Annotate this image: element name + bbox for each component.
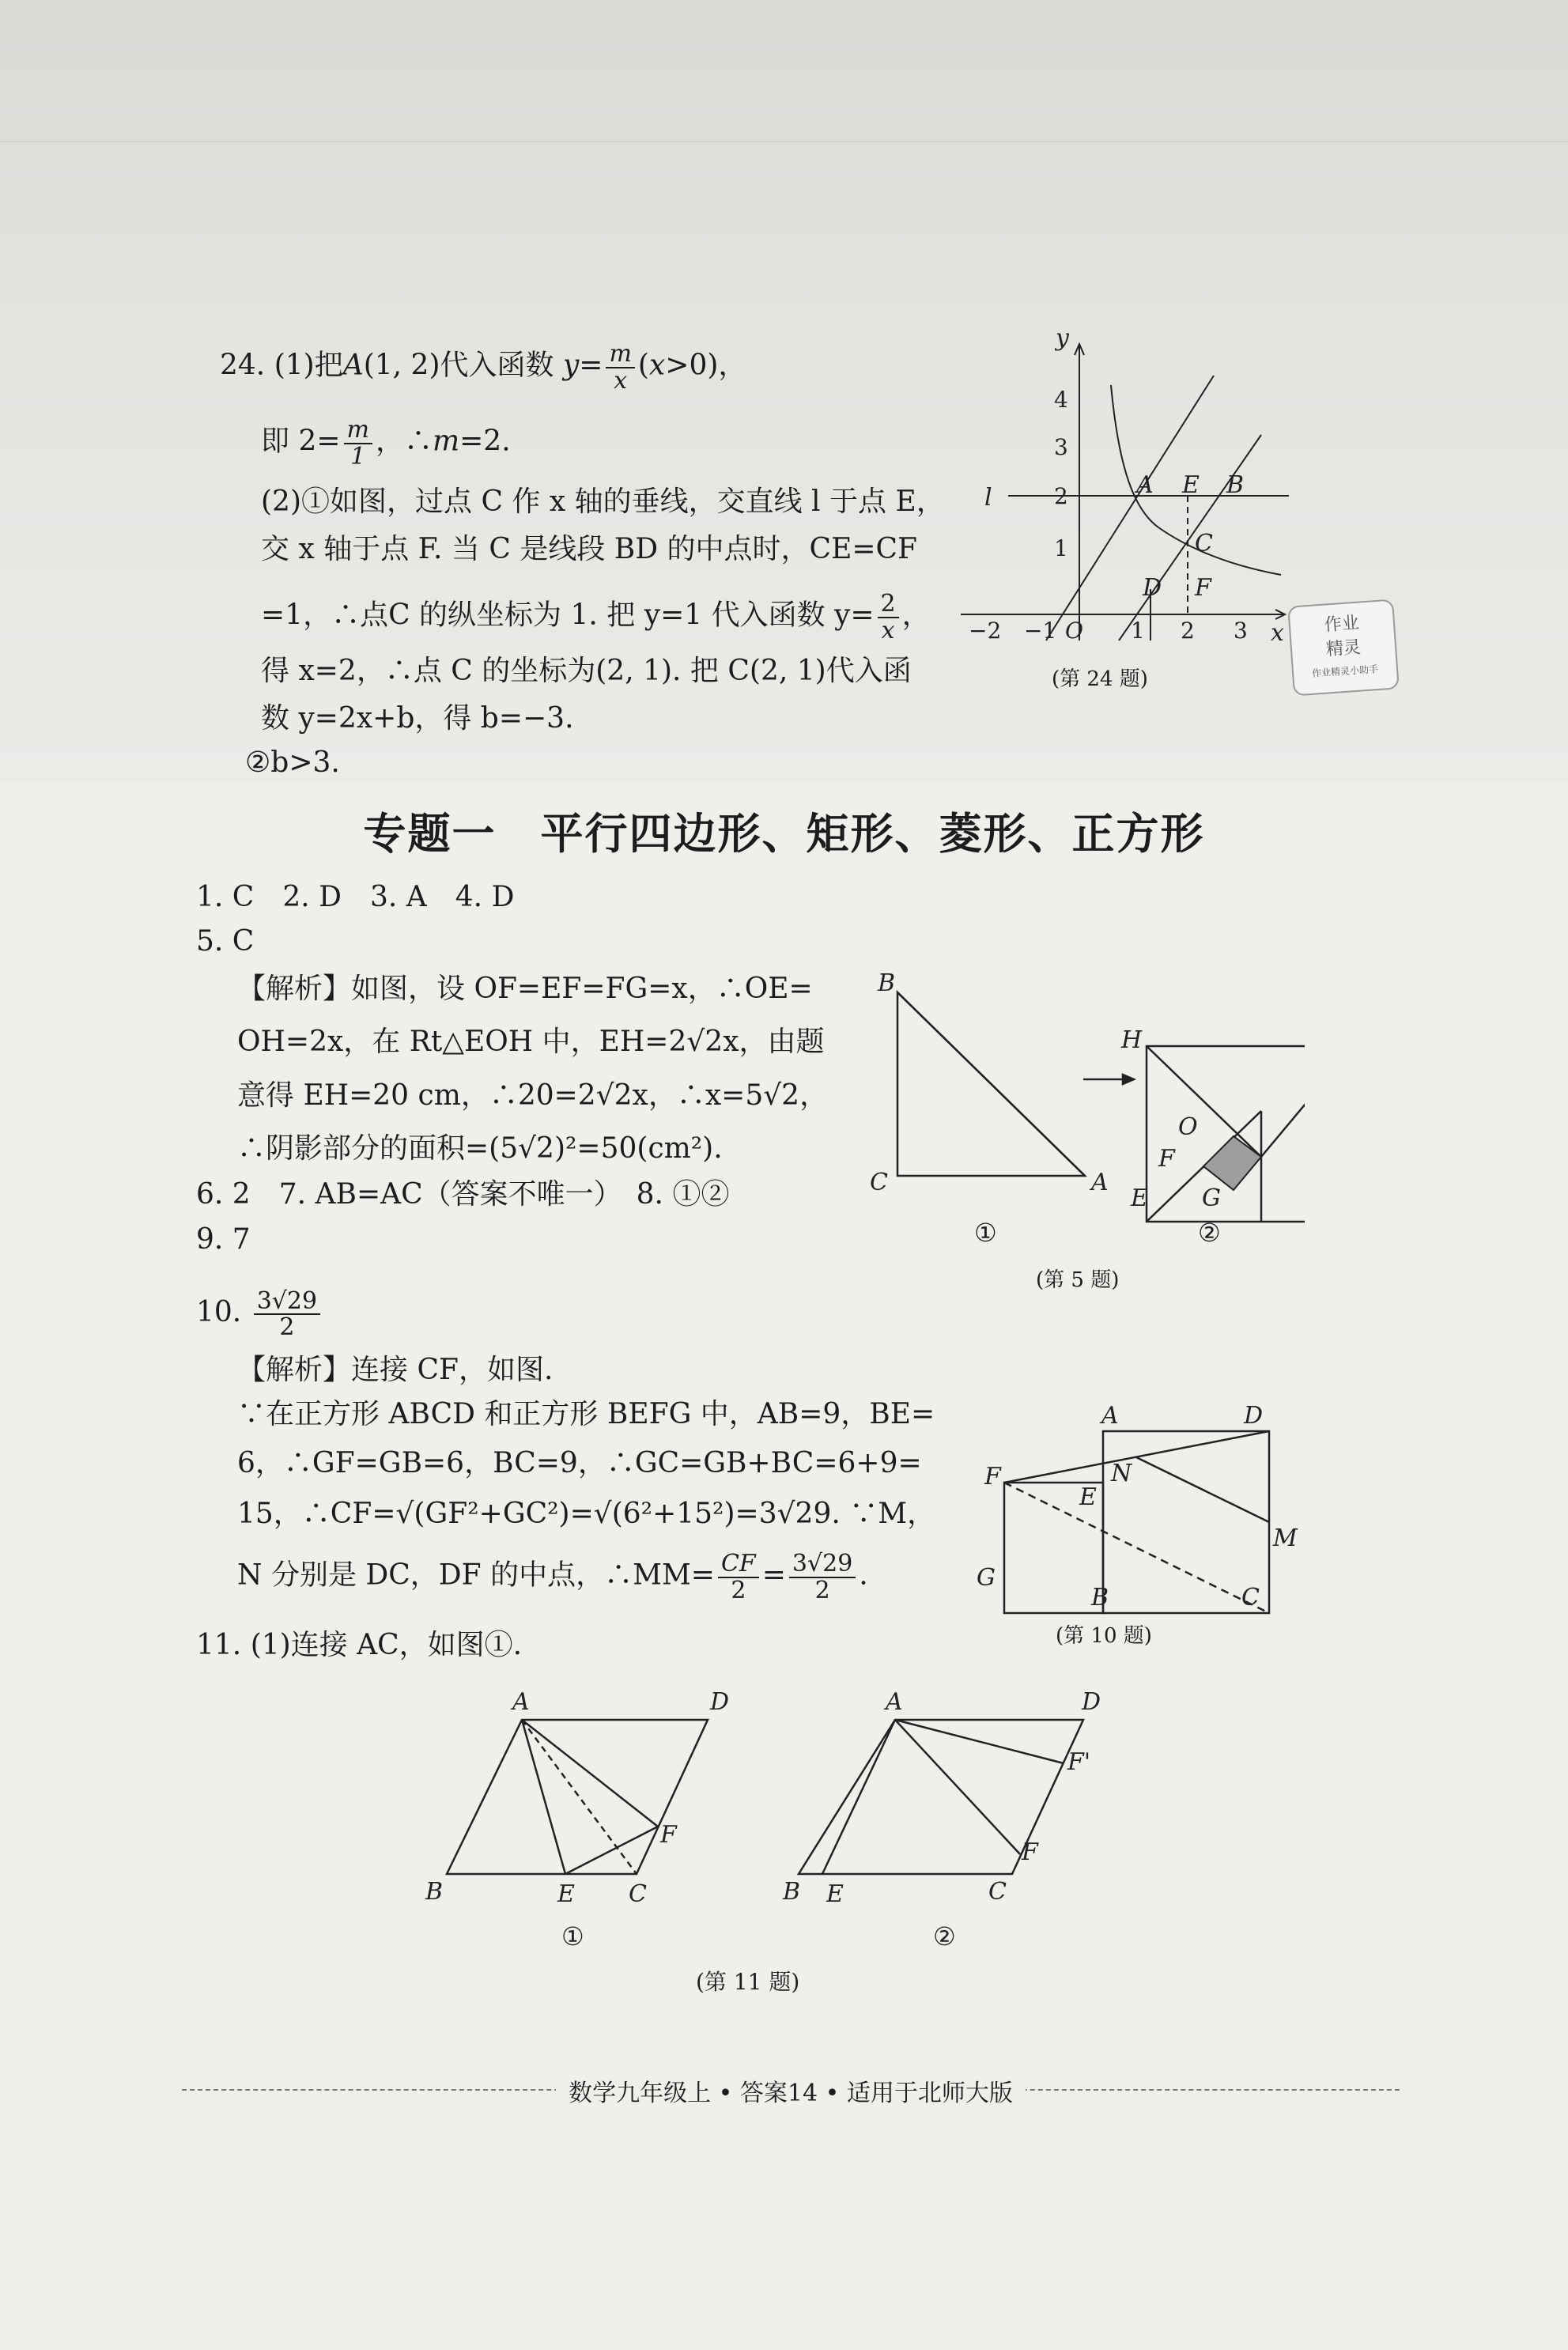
fraction: $\frac{3√29}{2}$ (789, 1551, 856, 1603)
q24-graph (961, 328, 1293, 644)
fig5-sub-2: ② (1198, 1218, 1221, 1248)
q10-analysis-5: N 分别是 DC，DF 的中点，∴MM= $\frac{CF}{2}$ = $\frac{3√29}{2}$ . (237, 1550, 868, 1604)
fig5-caption: (第 5 题) (1036, 1268, 1120, 1292)
figure-10 (969, 1396, 1301, 1617)
arrow-head (1123, 1075, 1134, 1084)
parallelogram-2 (799, 1720, 1083, 1874)
fig11b-label-D: D (1082, 1688, 1101, 1716)
parallelogram-1 (447, 1720, 708, 1874)
tick-y-1: 1 (1054, 535, 1068, 561)
fig11b-label-F: F (1022, 1838, 1038, 1866)
graph-l-label: l (984, 484, 992, 512)
fig10-label-C: C (1241, 1584, 1260, 1611)
section-title: 专题一 平行四边形、矩形、菱形、正方形 (363, 809, 1205, 859)
fig11b-label-Fprime: F' (1067, 1748, 1091, 1776)
graph-y-label: y (1056, 328, 1069, 352)
fig11a-label-A: A (512, 1688, 530, 1716)
segment-NM (1136, 1457, 1269, 1522)
q10-analysis-1: 【解析】连接 CF，如图. (237, 1354, 554, 1386)
fig5-label-B: B (878, 969, 896, 997)
tick-x-neg1: −1 (1024, 618, 1057, 644)
fig10-label-B: B (1091, 1584, 1109, 1611)
tick-x-2: 2 (1181, 618, 1195, 644)
fig5-label-H: H (1121, 1026, 1143, 1054)
graph-point-C: C (1195, 530, 1213, 557)
watermark-stamp: 作业 精灵 作业精灵小助手 (1287, 599, 1400, 696)
fig11a-label-F: F (660, 1821, 677, 1849)
fig10-label-N: N (1111, 1460, 1132, 1487)
q5-analysis-2: OH=2x，在 Rt△EOH 中，EH=2√2x，由题 (237, 1026, 825, 1058)
q24-line-8: ②b>3. (245, 746, 340, 779)
fig5-label-F: F (1158, 1145, 1175, 1173)
graph-point-B: B (1226, 471, 1245, 499)
answer-11: 11. (1)连接 AC，如图①. (196, 1629, 523, 1661)
fig11a-label-D: D (710, 1688, 730, 1716)
fig10-label-A: A (1101, 1402, 1119, 1430)
fig11-sub-2: ② (933, 1921, 956, 1951)
fig11b-label-E: E (826, 1880, 844, 1908)
footer-text: 数学九年级上 • 答案14 • 适用于北师大版 (556, 2080, 1026, 2107)
graph-point-E: E (1182, 471, 1200, 499)
fig11a-label-E: E (557, 1880, 575, 1908)
q24-caption: (第 24 题) (1052, 667, 1148, 691)
q24-line-7: 数 y=2x+b，得 b=−3. (261, 702, 574, 735)
fig10-label-E: E (1079, 1483, 1097, 1511)
fraction: $\frac{m}{1}$ (344, 417, 372, 469)
shaded-square (1203, 1136, 1261, 1190)
fig11b-label-A: A (886, 1688, 903, 1716)
tick-x-1: 1 (1131, 618, 1145, 644)
page-footer (182, 2073, 1400, 2105)
fig11a-label-C: C (629, 1880, 647, 1908)
fig11b-label-C: C (988, 1878, 1007, 1906)
band-divider (0, 141, 1568, 142)
tick-x-3: 3 (1234, 618, 1248, 644)
answer-10: 10. $\frac{3√29}{2}$ (196, 1281, 323, 1344)
fig5-label-E: E (1131, 1184, 1148, 1212)
tick-y-4: 4 (1054, 387, 1068, 413)
tick-origin: O (1065, 618, 1083, 644)
tick-x-neg2: −2 (969, 618, 1002, 644)
fig5-label-A: A (1091, 1169, 1109, 1196)
figure-5 (862, 969, 1305, 1230)
answer-5: 5. C (196, 925, 255, 958)
q10-analysis-3: 6，∴GF=GB=6，BC=9，∴GC=GB+BC=6+9= (237, 1447, 922, 1479)
q24-line-6: 得 x=2，∴点 C 的坐标为(2, 1). 把 C(2, 1)代入函 (261, 655, 912, 687)
fraction: $\frac{3√29}{2}$ (254, 1289, 320, 1340)
line-through-A (1046, 376, 1214, 640)
fig5-label-G: G (1202, 1184, 1221, 1212)
tick-y-3: 3 (1054, 434, 1068, 460)
q24-line-1: 24. (1)把A(1, 2)代入函数 y= $\frac{m}{x}$ (x>0)， (220, 340, 747, 395)
q24-line-2: 即 2= $\frac{m}{1}$ ，∴m=2. (261, 416, 511, 470)
q24-line-3: (2)①如图，过点 C 作 x 轴的垂线，交直线 l 于点 E， (261, 485, 945, 518)
graph-point-F: F (1195, 574, 1211, 602)
answer-9: 9. 7 (196, 1223, 251, 1256)
fraction: $\frac{m}{x}$ (606, 342, 634, 393)
q5-analysis-4: ∴阴影部分的面积=(5√2)²=50(cm²). (237, 1132, 723, 1165)
answers-6-8: 6. 2 7. AB=AC（答案不唯一） 8. ①② (196, 1178, 730, 1211)
fig5-sub-1: ① (974, 1218, 997, 1248)
fig11-caption: (第 11 题) (696, 1969, 800, 1995)
fraction: $\frac{CF}{2}$ (718, 1551, 759, 1603)
fig10-label-F: F (984, 1463, 1001, 1490)
tick-y-2: 2 (1054, 483, 1068, 509)
figure-11 (411, 1676, 1186, 1961)
fig5-label-C: C (870, 1169, 888, 1196)
q10-analysis-2: ∵在正方形 ABCD 和正方形 BEFG 中，AB=9，BE= (237, 1398, 935, 1430)
fig10-label-G: G (977, 1564, 996, 1592)
fig11b-label-B: B (783, 1878, 801, 1906)
fig10-caption: (第 10 题) (1056, 1624, 1152, 1648)
q24-line-4: 交 x 轴于点 F. 当 C 是线段 BD 的中点时，CE=CF (261, 533, 918, 565)
fig10-label-D: D (1244, 1402, 1264, 1430)
line-BD (1119, 435, 1261, 640)
fig10-label-M: M (1273, 1524, 1298, 1552)
q24-line-5: =1，∴点C 的纵坐标为 1. 把 y=1 代入函数 y= $\frac{2}{x}$ ， (261, 590, 931, 644)
q5-analysis-3: 意得 EH=20 cm，∴20=2√2x，∴x=5√2， (237, 1079, 829, 1112)
answers-1-4: 1. C 2. D 3. A 4. D (196, 881, 515, 913)
graph-x-label: x (1271, 619, 1284, 644)
q10-analysis-4: 15，∴CF=√(GF²+GC²)=√(6²+15²)=3√29. ∵M， (237, 1498, 936, 1530)
fig11-sub-1: ① (561, 1921, 584, 1951)
fraction: $\frac{2}{x}$ (878, 591, 899, 643)
fig11a-label-B: B (425, 1878, 444, 1906)
graph-point-A: A (1136, 471, 1154, 499)
fig5-label-O: O (1178, 1113, 1198, 1141)
graph-point-D: D (1143, 574, 1162, 602)
q5-analysis-1: 【解析】如图，设 OF=EF=FG=x，∴OE= (237, 973, 813, 1005)
